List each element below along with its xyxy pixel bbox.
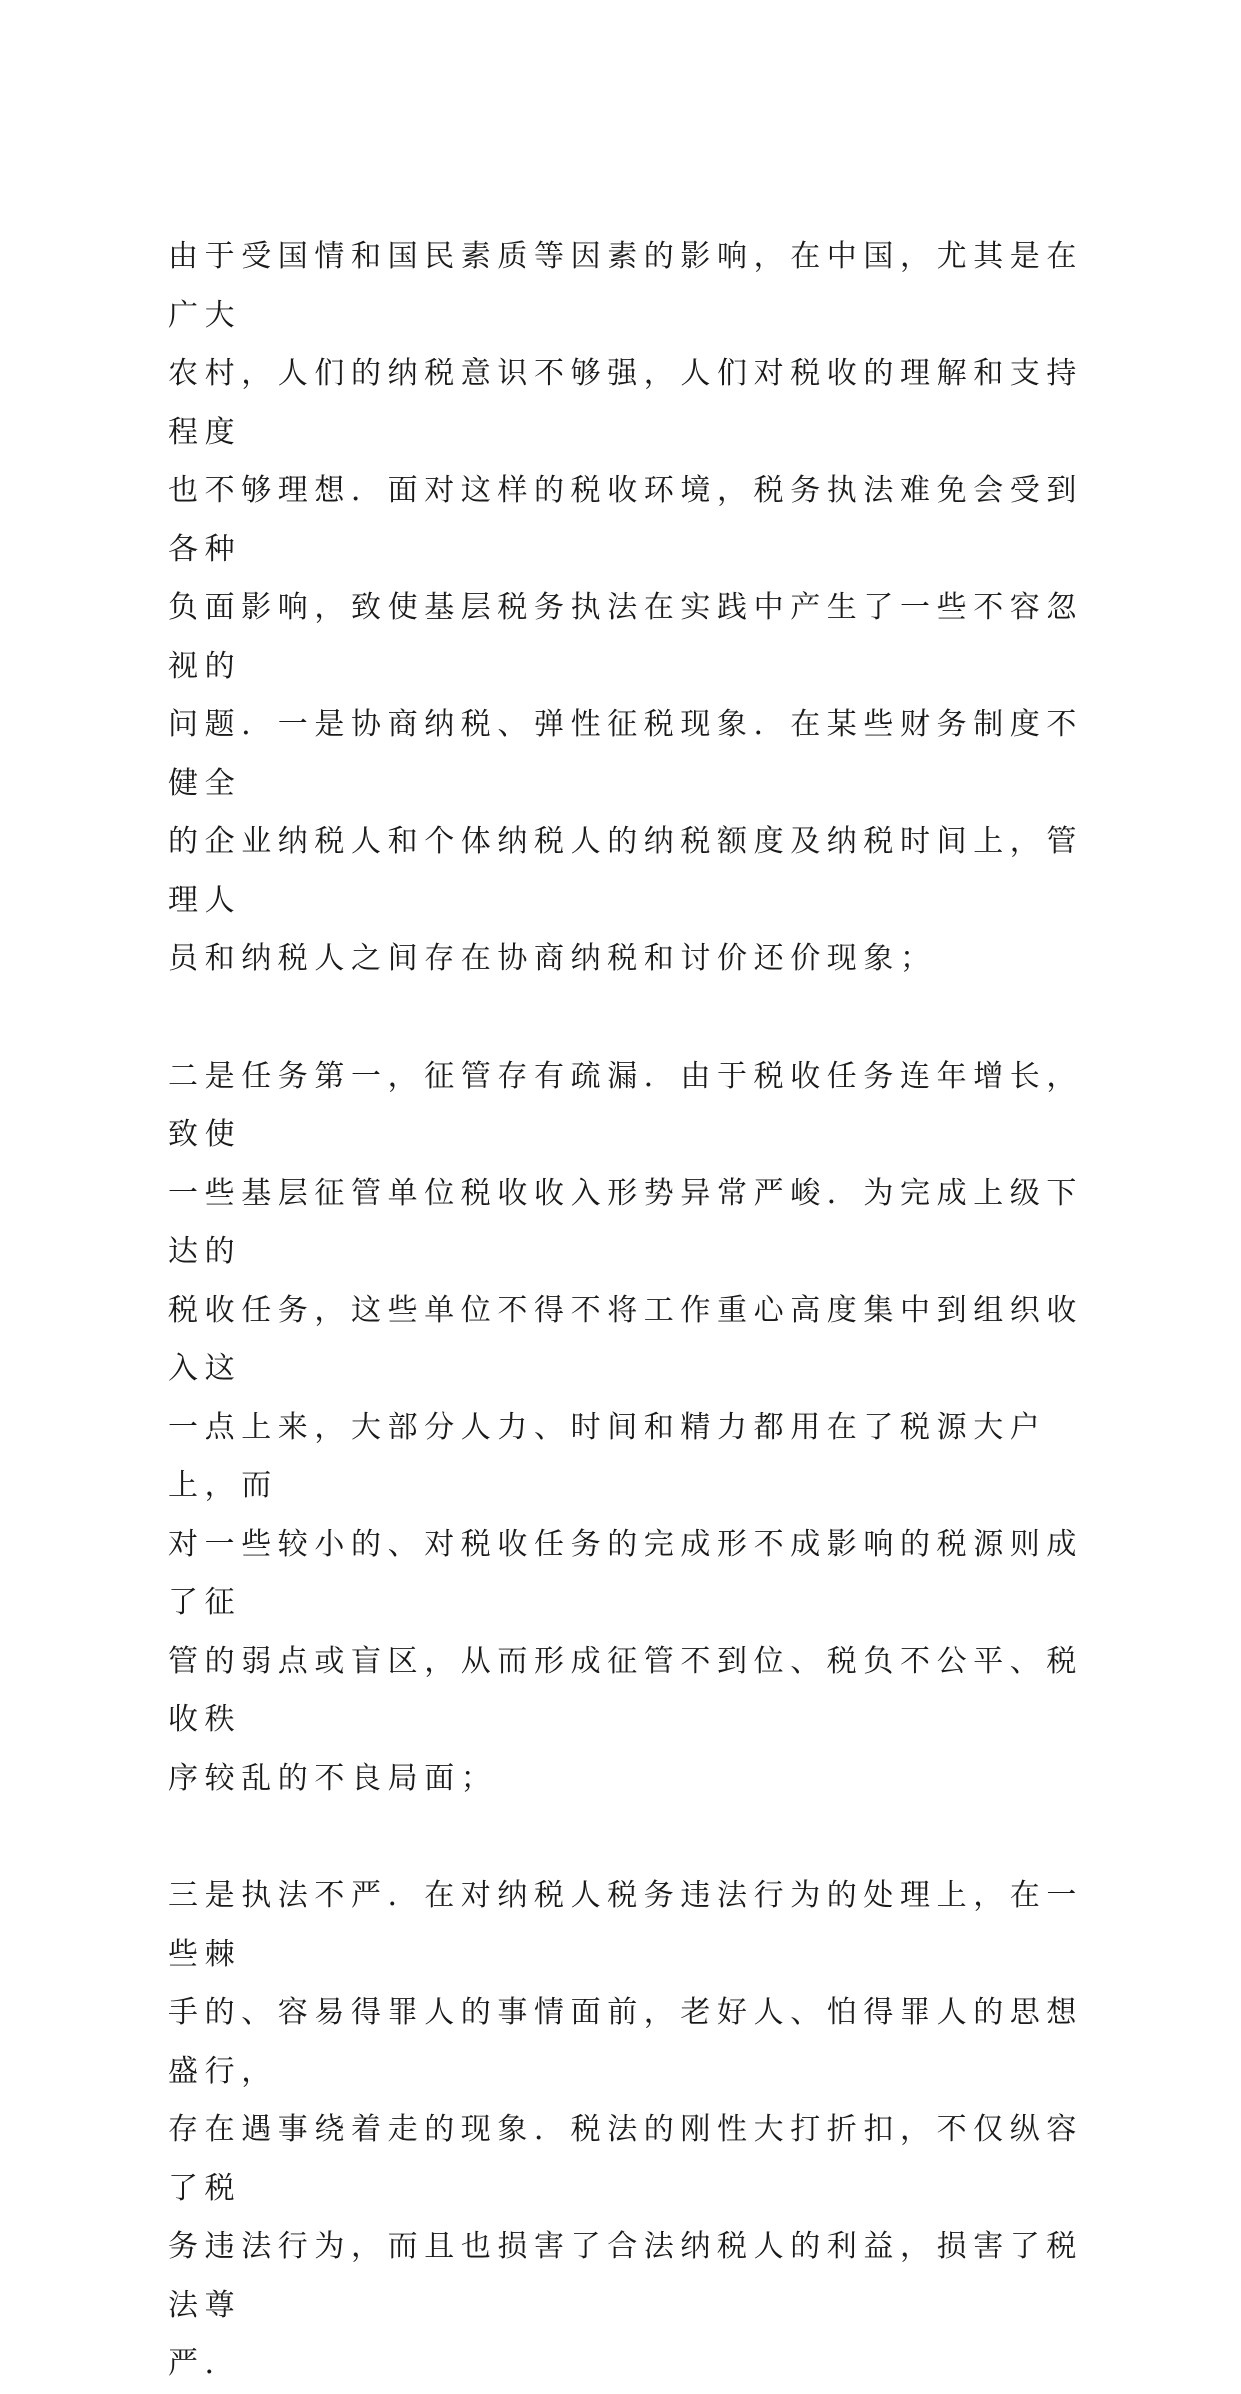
paragraph-2: 二是任务第一，征管存有疏漏．由于税收任务连年增长，致使 一些基层征管单位税收收入形势异常严峻．为完成上级下达的 税收任务，这些单位不得不将工作重心高度集中到组织收入这 一点上来，大部分人力、时间和精力都用在了税源大户上，而 对一些较小的、对税收任务的完成形不成影响的税源则成了征 管的弱点或盲区，从而形成征管不到位、税负不公平、税收秩 序较乱的不良局面； bbox=[168, 1058, 1083, 1796]
document-body bbox=[168, 228, 1088, 2394]
paragraph-3: 三是执法不严．在对纳税人税务违法行为的处理上，在一些棘 手的、容易得罪人的事情面前，老好人、怕得罪人的思想盛行， 存在遇事绕着走的现象．税法的刚性大打折扣，不仅纵容了税 务违法行为，而且也损害了合法纳税人的利益，损害了税法尊 严． bbox=[168, 1878, 1083, 2381]
paragraph-1: 由于受国情和国民素质等因素的影响，在中国，尤其是在广大 农村，人们的纳税意识不够强，人们对税收的理解和支持程度 也不够理想．面对这样的税收环境，税务执法难免会受到各种 负面影响，致使基层税务执法在实践中产生了一些不容忽视的 问题．一是协商纳税、弹性征税现象．在某些财务制度不健全 的企业纳税人和个体纳税人的纳税额度及纳税时间上，管理人 员和纳税人之间存在协商纳税和讨价还价现象； bbox=[168, 239, 1083, 976]
